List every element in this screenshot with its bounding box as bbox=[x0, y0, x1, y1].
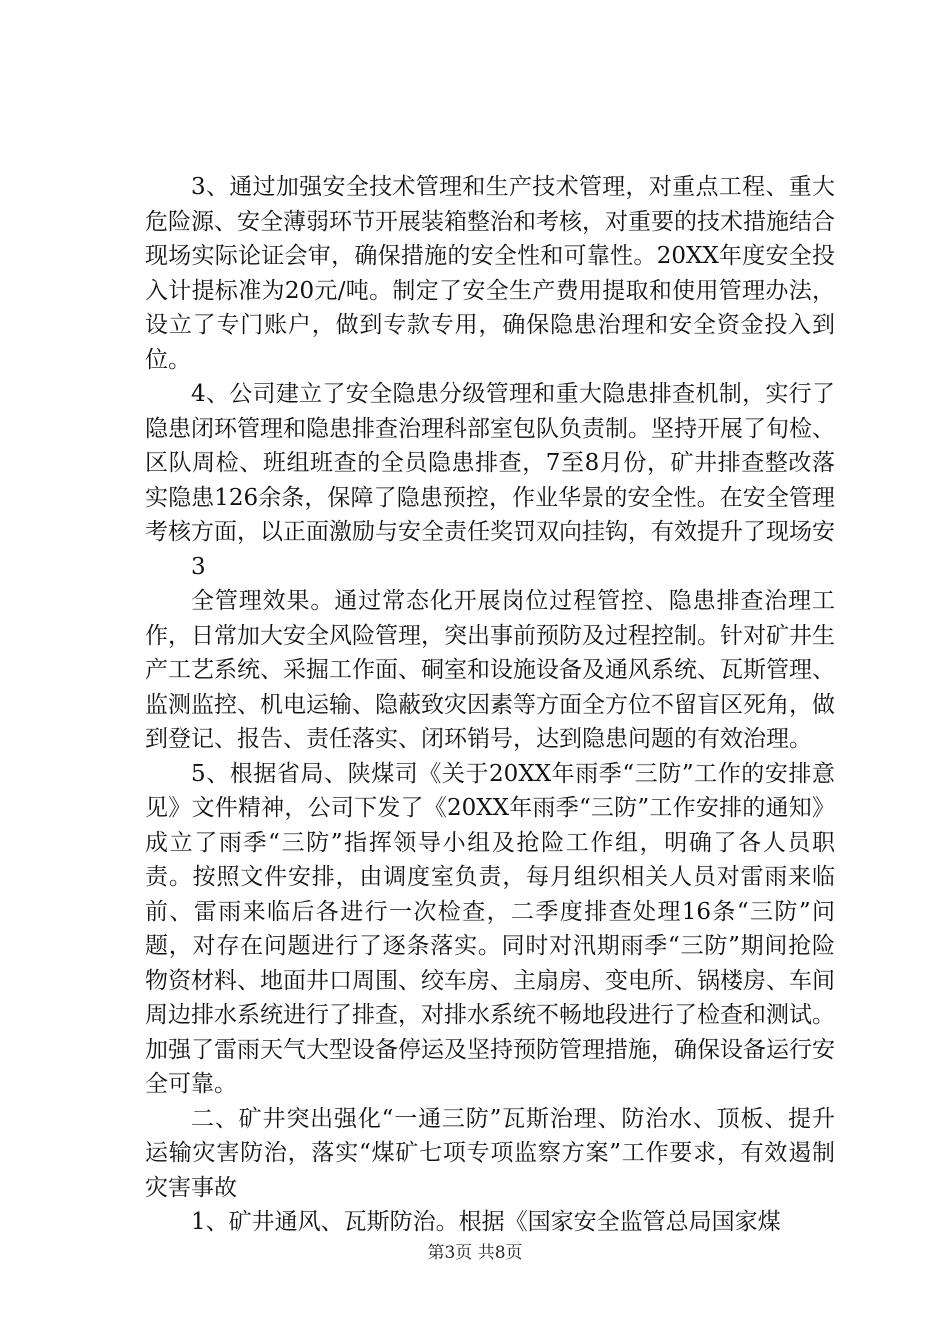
page-footer: 第3页 共8页 bbox=[427, 1243, 523, 1263]
paragraph-5: 5、根据省局、陕煤司《关于20XX年雨季“三防”工作的安排意见》文件精神，公司下发了《20XX年雨季“三防”工作安排的通知》成立了雨季“三防”指挥领导小组及抢险工作组，明确了各人员职责。按照文件安排，由调度室负责，每月组织相关人员对雷雨来临前、雷雨来临后各进行一次检查，二季度排查处理16条“三防”问题，对存在问题进行了逐条落实。同时对汛期雨季“三防”期间抢险物资材料、地面井口周围、绞车房、主扇房、变电所、锅楼房、车间周边排水系统进行了排查，对排水系统不畅地段进行了检查和测试。加强了雷雨天气大型设备停运及坚持预防管理措施，确保设备运行安全可靠。 bbox=[145, 760, 835, 1097]
paragraph-4: 4、公司建立了安全隐患分级管理和重大隐患排查机制，实行了隐患闭环管理和隐患排查治理科部室包队负责制。坚持开展了旬检、区队周检、班组班查的全员隐患排查，7至8月份，矿井排查整改落实隐患126余条，保障了隐患预控，作业华景的安全性。在安全管理考核方面，以正面激励与安全责任奖罚双向挂钩，有效提升了现场安 bbox=[145, 381, 835, 545]
section-heading-2: 二、矿井突出强化“一通三防”瓦斯治理、防治水、顶板、提升运输灾害防治，落实“煤矿七项专项监察方案”工作要求，有效遏制灾害事故 bbox=[145, 1105, 835, 1201]
paragraph-continuation: 全管理效果。通过常态化开展岗位过程管控、隐患排查治理工作，日常加大安全风险管理，突出事前预防及过程控制。针对矿井生产工艺系统、采掘工作面、硐室和设施设备及通风系统、瓦斯管理、监测监控、机电运输、隐蔽致灾因素等方面全方位不留盲区死角，做到登记、报告、责任落实、闭环销号，达到隐患问题的有效治理。 bbox=[145, 588, 835, 752]
inline-page-marker: 3 bbox=[191, 553, 206, 580]
document-body bbox=[145, 170, 835, 1240]
paragraph-3: 3、通过加强安全技术管理和生产技术管理，对重点工程、重大危险源、安全薄弱环节开展装箱整治和考核，对重要的技术措施结合现场实际论证会审，确保措施的安全性和可靠性。20XX年度安全投入计提标准为20元/吨。制定了安全生产费用提取和使用管理办法，设立了专门账户，做到专款专用，确保隐患治理和安全资金投入到位。 bbox=[145, 174, 835, 373]
paragraph-2-1: 1、矿井通风、瓦斯防治。根据《国家安全监管总局国家煤 bbox=[191, 1209, 781, 1235]
